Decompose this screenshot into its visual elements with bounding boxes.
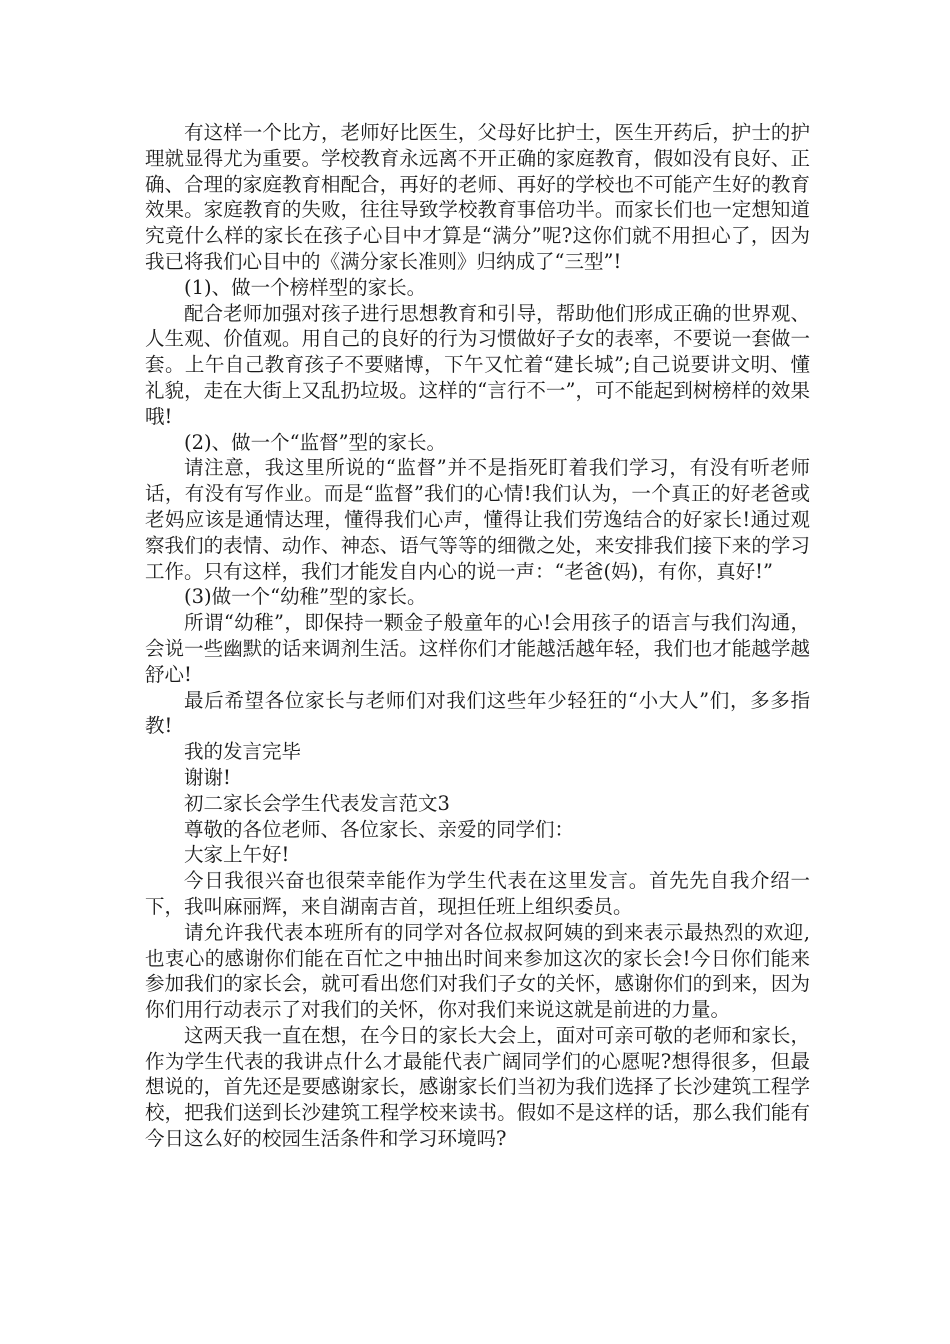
- paragraph-16: 这两天我一直在想，在今日的家长大会上，面对可亲可敬的老师和家长，作为学生代表的我讲点什么才最能代表广阔同学们的心愿呢?想得很多，但最想说的，首先还是要感谢家长，感谢家长们当初为我们选择了长沙建筑工程学校，把我们送到长沙建筑工程学校来读书。假如不是这样的话，那么我们能有今日这么好的校园生活条件和学习环境吗?: [145, 1023, 810, 1151]
- paragraph-8: 最后希望各位家长与老师们对我们这些年少轻狂的“小大人”们，多多指教!: [145, 688, 810, 738]
- paragraph-12: 尊敬的各位老师、各位家长、亲爱的同学们：: [184, 817, 575, 841]
- document-body: [145, 120, 810, 1152]
- paragraph-6: (3)做一个“幼稚”型的家长。: [184, 585, 427, 609]
- paragraph-1: 有这样一个比方，老师好比医生，父母好比护士，医生开药后，护士的护理就显得尤为重要。学校教育永远离不开正确的家庭教育，假如没有良好、正确、合理的家庭教育相配合，再好的老师、再好的学校也不可能产生好的教育效果。家庭教育的失败，往往导致学校教育事倍功半。而家长们也一定想知道究竟什么样的家长在孩子心目中才算是“满分”呢?这你们就不用担心了，因为我已将我们心目中的《满分家长准则》归纳成了“三型”!: [145, 121, 810, 273]
- paragraph-13: 大家上午好!: [184, 843, 290, 867]
- paragraph-3: 配合老师加强对孩子进行思想教育和引导，帮助他们形成正确的世界观、人生观、价值观。用自己的良好的行为习惯做好子女的表率，不要说一套做一套。上午自己教育孩子不要赌博，下午又忙着“建长城”;自己说要讲文明、懂礼貌，走在大街上又乱扔垃圾。这样的“言行不一”，可不能起到树榜样的效果哦!: [145, 301, 810, 428]
- paragraph-14: 今日我很兴奋也很荣幸能作为学生代表在这里发言。首先先自我介绍一下，我叫麻丽辉，来自湖南吉首，现担任班上组织委员。: [145, 869, 810, 918]
- paragraph-10: 谢谢!: [184, 765, 231, 789]
- paragraph-7: 所谓“幼稚”，即保持一颗金子般童年的心!会用孩子的语言与我们沟通，会说一些幽默的话来调剂生活。这样你们才能越活越年轻，我们也才能越学越舒心!: [145, 611, 810, 686]
- paragraph-4: (2)、做一个“监督”型的家长。: [184, 430, 447, 454]
- paragraph-5: 请注意，我这里所说的“监督”并不是指死盯着我们学习，有没有听老师话，有没有写作业。而是“监督”我们的心情!我们认为，一个真正的好老爸或老妈应该是通情达理，懂得我们心声，懂得让我们劳逸结合的好家长!通过观察我们的表情、动作、神态、语气等等的细微之处，来安排我们接下来的学习工作。只有这样，我们才能发自内心的说一声：“老爸(妈)，有你，真好!”: [145, 456, 810, 583]
- paragraph-2: (1)、做一个榜样型的家长。: [184, 275, 427, 299]
- section-heading: 初二家长会学生代表发言范文3: [184, 791, 450, 815]
- paragraph-9: 我的发言完毕: [184, 740, 302, 764]
- paragraph-15: 请允许我代表本班所有的同学对各位叔叔阿姨的到来表示最热烈的欢迎,也衷心的感谢你们能在百忙之中抽出时间来参加这次的家长会!今日你们能来参加我们的家长会，就可看出您们对我们子女的关怀，感谢你们的到来，因为你们用行动表示了对我们的关怀，你对我们来说这就是前进的力量。: [145, 920, 810, 1022]
